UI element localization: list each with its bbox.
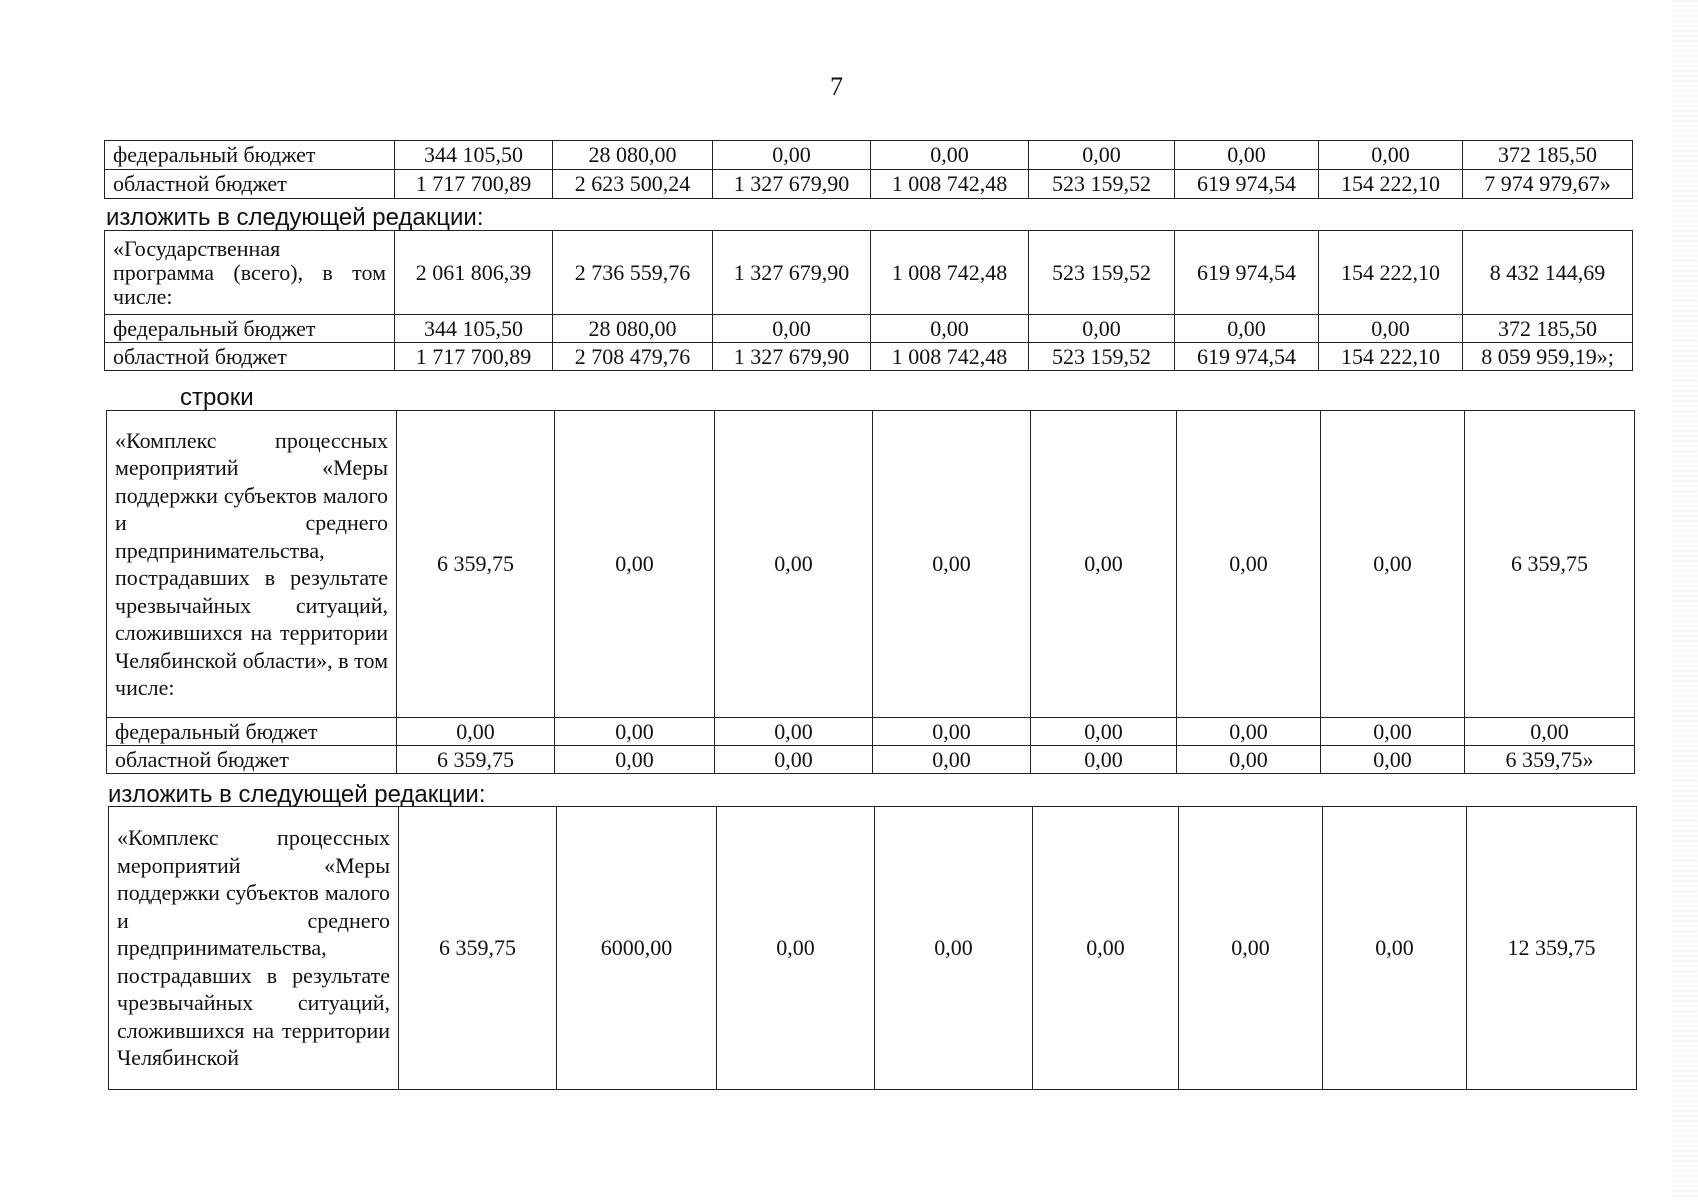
table-cell: 0,00 [1029,315,1175,343]
table-cell: 28 080,00 [553,315,713,343]
table-cell: 0,00 [1319,315,1463,343]
table-cell: 619 974,54 [1175,343,1319,371]
table-cell: 6 359,75 [397,411,555,718]
table-cell: 372 185,50 [1463,315,1633,343]
table-cell: 0,00 [1031,718,1177,746]
table-cell: 6 359,75» [1465,746,1635,774]
row-label: «Комплекс процессных мероприятий «Меры поддержки субъектов малого и среднего предпринимательства, пострадавших в результате чрезвычайных ситуаций, сложившихся на территории Челябинской [109,807,399,1090]
table-cell: 0,00 [1321,718,1465,746]
table-cell: 0,00 [715,746,873,774]
table-cell: 2 061 806,39 [395,231,553,315]
table-cell: 2 736 559,76 [553,231,713,315]
table-cell: 0,00 [715,411,873,718]
table-cell: 619 974,54 [1175,170,1319,199]
table-cell: 523 159,52 [1029,231,1175,315]
table-cell: 619 974,54 [1175,231,1319,315]
caption-lines: строки [180,384,254,411]
table-cell: 28 080,00 [553,141,713,170]
table-cell: 6 359,75 [1465,411,1635,718]
table-cell: 0,00 [555,718,715,746]
budget-table-new-complex [108,806,1637,1090]
table-cell: 0,00 [1033,807,1179,1090]
table-cell: 6000,00 [557,807,717,1090]
table-cell: 0,00 [1177,746,1321,774]
table-cell: 0,00 [1321,411,1465,718]
table-cell: 2 708 479,76 [553,343,713,371]
table-cell: 1 717 700,89 [395,343,553,371]
table-cell: 0,00 [715,718,873,746]
table-row [107,718,1635,746]
table-row [109,807,1637,1090]
table-cell: 154 222,10 [1319,231,1463,315]
table-cell: 0,00 [871,141,1029,170]
table-cell: 0,00 [873,718,1031,746]
table-row [105,231,1633,315]
table-cell: 0,00 [555,746,715,774]
table-cell: 0,00 [1177,718,1321,746]
table-cell: 0,00 [397,718,555,746]
table-cell: 0,00 [1175,315,1319,343]
row-label: областной бюджет [105,170,395,199]
table-cell: 0,00 [1179,807,1323,1090]
table-cell: 0,00 [1465,718,1635,746]
table-cell: 2 623 500,24 [553,170,713,199]
table-row [105,315,1633,343]
row-label: федеральный бюджет [105,315,395,343]
table-cell: 0,00 [1321,746,1465,774]
table-cell: 154 222,10 [1319,170,1463,199]
table-cell: 1 327 679,90 [713,343,871,371]
table-cell: 8 432 144,69 [1463,231,1633,315]
table-row [105,343,1633,371]
table-row [105,170,1633,199]
table-row [107,746,1635,774]
table-cell: 0,00 [1177,411,1321,718]
row-label: областной бюджет [107,746,397,774]
caption-new-edition: изложить в следующей редакции: [106,204,484,231]
table-cell: 0,00 [1031,746,1177,774]
table-cell: 1 008 742,48 [871,343,1029,371]
table-cell: 523 159,52 [1029,343,1175,371]
table-cell: 6 359,75 [399,807,557,1090]
table-cell: 0,00 [713,315,871,343]
caption-new-edition-2: изложить в следующей редакции: [108,781,486,808]
table-cell: 12 359,75 [1467,807,1637,1090]
table-cell: 0,00 [1031,411,1177,718]
budget-table-new-program [104,230,1633,371]
table-cell: 1 717 700,89 [395,170,553,199]
budget-table-old-program [104,140,1633,199]
table-cell: 1 327 679,90 [713,231,871,315]
table-cell: 0,00 [871,315,1029,343]
table-cell: 154 222,10 [1319,343,1463,371]
table-cell: 344 105,50 [395,315,553,343]
table-cell: 0,00 [875,807,1033,1090]
table-cell: 0,00 [1323,807,1467,1090]
table-cell: 0,00 [717,807,875,1090]
table-cell: 1 008 742,48 [871,170,1029,199]
table-cell: 0,00 [713,141,871,170]
table-cell: 0,00 [1319,141,1463,170]
table-cell: 372 185,50 [1463,141,1633,170]
row-label: «Комплекс процессных мероприятий «Меры поддержки субъектов малого и среднего предпринимательства, пострадавших в результате чрезвычайных ситуаций, сложившихся на территории Челябинской области», в том числе: [107,411,397,718]
table-cell: 523 159,52 [1029,170,1175,199]
table-cell: 0,00 [1029,141,1175,170]
table-cell: 0,00 [555,411,715,718]
row-label: областной бюджет [105,343,395,371]
table-cell: 6 359,75 [397,746,555,774]
table-cell: 344 105,50 [395,141,553,170]
budget-table-old-complex [106,410,1635,774]
scan-edge-artifact [1672,0,1698,1200]
row-label: «Государственная программа (всего), в том числе: [105,231,395,315]
table-cell: 0,00 [1175,141,1319,170]
row-label: федеральный бюджет [107,718,397,746]
table-cell: 1 327 679,90 [713,170,871,199]
row-label: федеральный бюджет [105,141,395,170]
table-cell: 0,00 [873,746,1031,774]
table-cell: 7 974 979,67» [1463,170,1633,199]
table-cell: 8 059 959,19»; [1463,343,1633,371]
table-cell: 0,00 [873,411,1031,718]
page-number: 7 [830,72,843,101]
table-row [105,141,1633,170]
table-row [107,411,1635,718]
table-cell: 1 008 742,48 [871,231,1029,315]
